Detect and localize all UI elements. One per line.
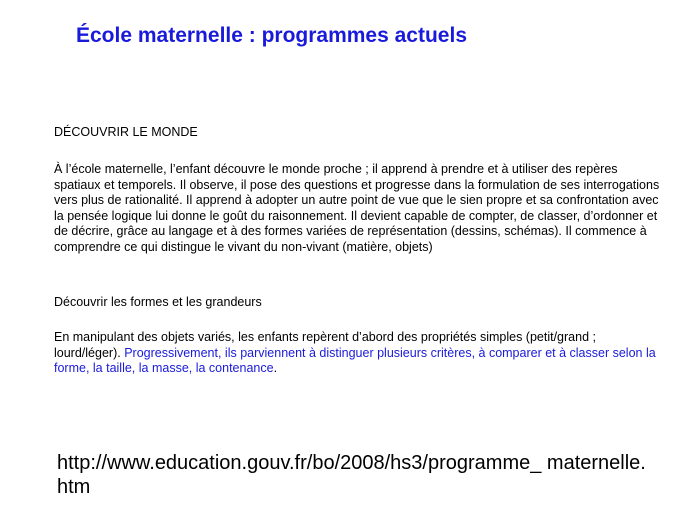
source-url: http://www.education.gouv.fr/bo/2008/hs3/programme_ maternelle.htm (57, 452, 646, 498)
page-title: École maternelle : programmes actuels (76, 24, 467, 47)
paragraph-end: . (273, 361, 278, 376)
subsection-heading: Découvrir les formes et les grandeurs (54, 295, 262, 309)
shapes-paragraph (54, 330, 664, 377)
section-heading: DÉCOUVRIR LE MONDE (54, 125, 198, 139)
intro-paragraph: À l’école maternelle, l’enfant découvre le monde proche ; il apprend à prendre et à utiliser des repères spatiaux et temporels. Il observe, il pose des questions et progresse dans la formulation de ses interrogations vers plus de rationalité. Il apprend à adopter un autre point de vue que le sien propre et sa confrontation avec la pensée logique lui donne le goût du raisonnement. Il devient capable de compter, de classer, d’ordonner et de décrire, grâce au langage et à des formes variées de représentation (dessins, schémas). Il commence à comprendre ce qui distingue le vivant du non-vivant (matière, objets) (54, 162, 660, 254)
paragraph-plain-text: En manipulant des objets variés, les enfants repèrent d’abord des propriétés simples (petit/grand ; lourd/léger). (54, 330, 596, 360)
paragraph-highlighted-text: Progressivement, ils parviennent à distinguer plusieurs critères, à comparer et à classer selon la forme, la taille, la masse, la contenance (54, 345, 656, 376)
